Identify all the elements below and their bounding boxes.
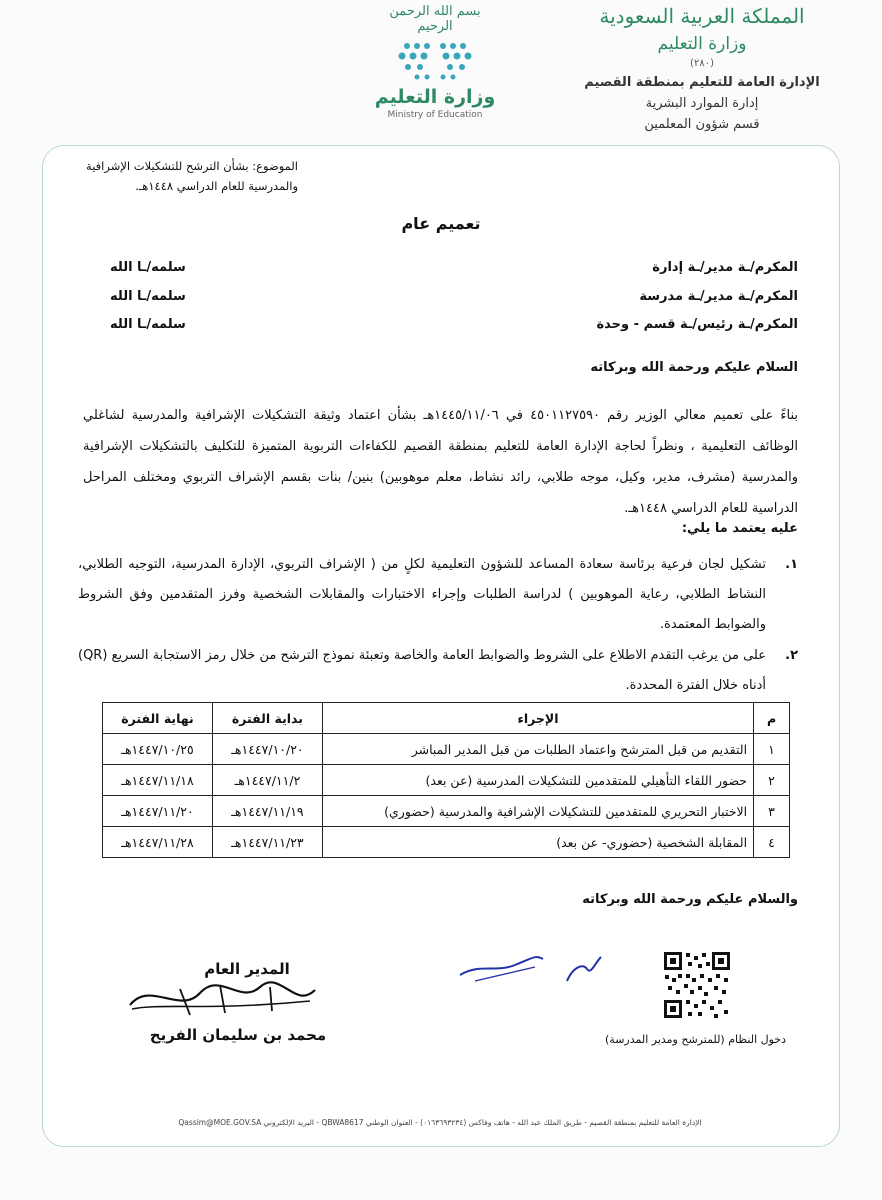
cell-start: ١٤٤٧/١١/٢هـ [212,765,322,796]
subject [38,156,298,196]
cell-end: ١٤٤٧/١١/١٨هـ [103,765,213,796]
letterhead [552,4,852,132]
closing-salutation: والسلام عليكم ورحمة الله وبركاته [582,892,798,907]
ministry-name: وزارة التعليم [657,34,747,54]
addressee-greeting: سلمه/ـا الله [110,260,186,275]
item-text: تشكيل لجان فرعية برئاسة سعادة المساعد للشؤون التعليمية لكلٍ من ( الإشراف التربوي، الإدارة المدرسية، التوجيه الطلابي، النشاط الطلابي، رعاية الموهوبين ) لدراسة الطلبات وإجراء الاختبارات والمقابلات الشخصية وفرز المتقدمين وفق الشروط والضوابط المعتمدة. [78,557,766,632]
item-number: ٢. [785,648,798,663]
table-row [103,796,790,827]
signatory-title: المدير العام [204,960,290,978]
item-number: ١. [785,557,798,572]
cell-end: ١٤٤٧/١١/٢٠هـ [103,796,213,827]
ministry-logo-english: Ministry of Education [387,110,483,120]
page-title: تعميم عام [401,214,481,233]
signatory-name: محمد بن سليمان الفريح [149,1026,327,1044]
cell-action: التقديم من قبل المترشح واعتماد الطلبات من قبل المدير المباشر [322,734,753,765]
subject-line-1: الموضوع: بشأن الترشح للتشكيلات الإشرافية [86,159,298,173]
schedule-table [102,702,790,858]
col-header-action: الإجراء [322,703,753,734]
cell-num: ٣ [754,796,790,827]
list-item [78,641,798,701]
ministry-logo-text: وزارة التعليم [374,86,496,108]
col-header-start: بداية الفترة [212,703,322,734]
cell-num: ٢ [754,765,790,796]
addressee-greeting: سلمه/ـا الله [110,317,186,332]
initials-icon [455,945,605,990]
col-header-end: نهاية الفترة [103,703,213,734]
cell-action: الاختبار التحريري للمتقدمين للتشكيلات الإشرافية والمدرسية (حضوري) [322,796,753,827]
table-row [103,765,790,796]
cell-start: ١٤٤٧/١١/٢٣هـ [212,827,322,858]
list-item [78,550,798,640]
cell-start: ١٤٤٧/١١/١٩هـ [212,796,322,827]
addressee-to: المكرم/ـة مدير/ـة إدارة [652,260,798,275]
cell-action: حضور اللقاء التأهيلي للمتقدمين للتشكيلات المدرسية (عن بعد) [322,765,753,796]
item-text: على من يرغب التقدم الاطلاع على الشروط والضوابط العامة والخاصة وتعبئة نموذج الترشح من خلال رمز الاستجابة السريع (QR) أدناه خلال الفترة المحددة. [78,648,766,693]
salutation: السلام عليكم ورحمة الله وبركاته [590,360,798,375]
ministry-logo-icon [365,32,505,122]
directorate-name: الإدارة العامة للتعليم بمنطقة القصيم [584,75,820,90]
addressee-to: المكرم/ـة رئيس/ـة قسم - وحدة [596,317,798,332]
cell-start: ١٤٤٧/١٠/٢٠هـ [212,734,322,765]
section-name: قسم شؤون المعلمين [644,117,760,132]
col-header-num: م [754,703,790,734]
cell-num: ٤ [754,827,790,858]
table-row [103,827,790,858]
subject-line-2: والمدرسية للعام الدراسي ١٤٤٨هـ. [135,179,298,193]
reference-code: (٢٨٠) [690,58,714,69]
body-paragraph: بناءً على تعميم معالي الوزير رقم ٤٥٠١١٢٧٥٩٠ في ١٤٤٥/١١/٠٦هـ بشأن اعتماد وثيقة التشكيلات الإشرافية والمدرسية لشاغلي الوظائف التعليمية ، ونظراً لحاجة الإدارة العامة للتعليم بمنطقة القصيم للكفاءات التربوية المتميزة للتكليف بالتشكيلات الإشرافية والمدرسية (مشرف، مدير، وكيل، موجه طلابي، رائد نشاط، معلم موهوبين) بنين/ بنات بقسم الإشراف التربوي ومختلف المراحل الدراسية للعام الدراسي ١٤٤٨هـ. [83,408,798,516]
table-row [103,734,790,765]
bismillah: بسم الله الرحمن الرحيم [389,4,481,34]
addressee-to: المكرم/ـة مدير/ـة مدرسة [639,289,798,304]
table-header-row [103,703,790,734]
cell-end: ١٤٤٧/١٠/٢٥هـ [103,734,213,765]
kingdom-name: المملكة العربية السعودية [599,4,805,28]
signature-icon [120,975,320,1030]
qr-caption: دخول النظام (للمترشح ومدير المدرسة) [605,1033,786,1046]
department-name: إدارة الموارد البشرية [645,96,759,111]
footer-contact: الإدارة العامة للتعليم بمنطقة القصيم - طريق الملك عبد الله - هاتف وفاكس (٠١٦٣٦٩٣٢٣٤) - العنوان الوطني QBWA8617 - البريد الإلكتروني Qassim@MOE.GOV.SA [178,1118,702,1127]
qr-code-icon[interactable] [662,950,732,1020]
addressee-greeting: سلمه/ـا الله [110,289,186,304]
cell-num: ١ [754,734,790,765]
cell-action: المقابلة الشخصية (حضوري- عن بعد) [322,827,753,858]
cell-end: ١٤٤٧/١١/٢٨هـ [103,827,213,858]
resolution-heading: عليه يعتمد ما يلي: [681,521,798,536]
